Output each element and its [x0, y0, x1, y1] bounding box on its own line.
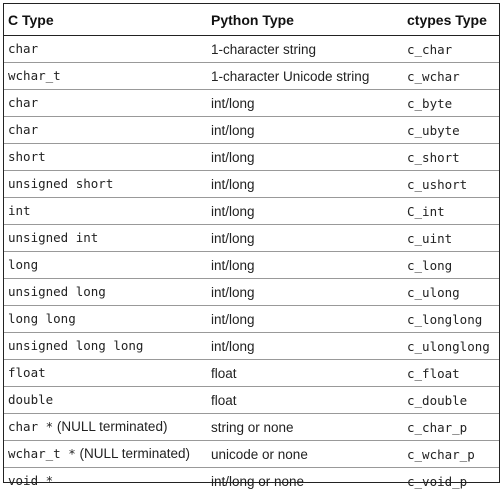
cell-c-type [4, 419, 211, 435]
cell-ctypes-type: c_ushort [407, 176, 468, 192]
cell-python-type: 1-character string [211, 41, 317, 57]
cell-python-type: int/long [211, 149, 255, 165]
c-type-code: wchar_t * [8, 446, 76, 461]
c-type-code: char * [8, 419, 54, 434]
cell-c-type [4, 338, 211, 354]
table-row [4, 441, 499, 468]
cell-ctypes-type: c_longlong [407, 311, 483, 327]
cell-python-type: 1-character Unicode string [211, 68, 370, 84]
cell-c-type [4, 392, 211, 408]
c-type-code: char [8, 41, 39, 56]
cell-c-type [4, 284, 211, 300]
cell-c-type [4, 257, 211, 273]
cell-python-type: int/long [211, 338, 255, 354]
cell-ctypes-type: c_char_p [407, 419, 468, 435]
cell-c-type [4, 95, 211, 111]
cell-ctypes-type: c_long [407, 257, 453, 273]
cell-python-type: int/long [211, 176, 255, 192]
table-row [4, 198, 499, 225]
cell-python-type: string or none [211, 419, 294, 435]
table-row [4, 90, 499, 117]
table-row [4, 171, 499, 198]
cell-python-type: int/long [211, 284, 255, 300]
c-type-code: unsigned short [8, 176, 114, 191]
cell-python-type: float [211, 392, 237, 408]
c-type-code: unsigned int [8, 230, 99, 245]
cell-python-type: int/long [211, 203, 255, 219]
cell-ctypes-type: c_double [407, 392, 468, 408]
type-mapping-table [3, 3, 500, 489]
table-row [4, 279, 499, 306]
cell-c-type [4, 365, 211, 381]
cell-python-type: unicode or none [211, 446, 308, 462]
cell-ctypes-type: c_char [407, 41, 453, 57]
cell-c-type [4, 122, 211, 138]
table-row [4, 225, 499, 252]
c-type-code: long [8, 257, 39, 272]
header-c-type: C Type [8, 11, 54, 28]
c-type-code: wchar_t [8, 68, 61, 83]
c-type-code: int [8, 203, 31, 218]
cell-c-type [4, 473, 211, 489]
cell-ctypes-type: c_wchar_p [407, 446, 475, 462]
cell-c-type [4, 446, 211, 462]
cell-python-type: int/long [211, 257, 255, 273]
table-row [4, 387, 499, 414]
table-header [4, 4, 499, 36]
table-row [4, 144, 499, 171]
cell-c-type [4, 68, 211, 84]
cell-c-type [4, 176, 211, 192]
c-type-note: (NULL terminated) [53, 419, 168, 434]
c-type-code: char [8, 122, 39, 137]
c-type-code: float [8, 365, 46, 380]
c-type-code: char [8, 95, 39, 110]
cell-python-type: int/long [211, 122, 255, 138]
cell-ctypes-type: c_void_p [407, 473, 468, 489]
c-type-code: long long [8, 311, 76, 326]
table-row [4, 63, 499, 90]
table-row [4, 468, 499, 494]
cell-python-type: float [211, 365, 237, 381]
c-type-code: unsigned long [8, 284, 106, 299]
table-row [4, 414, 499, 441]
cell-python-type: int/long [211, 230, 255, 246]
cell-ctypes-type: c_byte [407, 95, 453, 111]
header-ctypes-type: ctypes Type [407, 11, 487, 28]
table-body [4, 36, 499, 494]
header-python-type: Python Type [211, 11, 294, 28]
table-row [4, 36, 499, 63]
table-row [4, 360, 499, 387]
cell-python-type: int/long or none [211, 473, 305, 489]
c-type-code: void * [8, 473, 54, 488]
cell-c-type [4, 203, 211, 219]
cell-c-type [4, 149, 211, 165]
c-type-code: short [8, 149, 46, 164]
cell-ctypes-type: c_ulong [407, 284, 460, 300]
c-type-code: unsigned long long [8, 338, 144, 353]
table-row [4, 306, 499, 333]
cell-c-type [4, 311, 211, 327]
cell-c-type [4, 41, 211, 57]
table-row [4, 252, 499, 279]
cell-ctypes-type: c_ubyte [407, 122, 460, 138]
cell-ctypes-type: c_wchar [407, 68, 460, 84]
table-row [4, 117, 499, 144]
c-type-note: (NULL terminated) [75, 446, 191, 461]
cell-python-type: int/long [211, 311, 255, 327]
cell-ctypes-type: c_short [407, 149, 460, 165]
cell-ctypes-type: C_int [407, 203, 445, 219]
cell-ctypes-type: c_float [407, 365, 460, 381]
cell-ctypes-type: c_uint [407, 230, 453, 246]
c-type-code: double [8, 392, 54, 407]
cell-ctypes-type: c_ulonglong [407, 338, 490, 354]
cell-python-type: int/long [211, 95, 255, 111]
table-row [4, 333, 499, 360]
cell-c-type [4, 230, 211, 246]
